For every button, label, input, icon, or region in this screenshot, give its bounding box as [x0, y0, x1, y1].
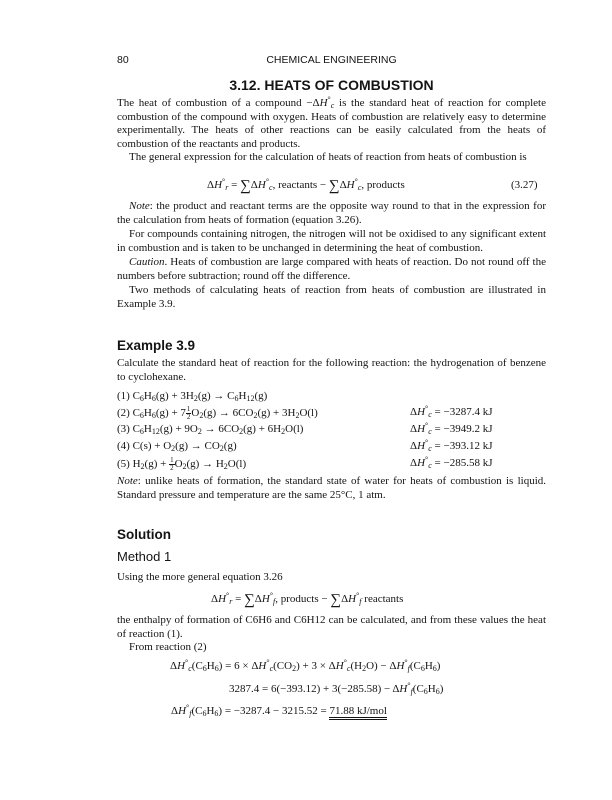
calc-line-2: $3287.4 = 6(-393.12) + 3(-285.58) - \Delta H^\circ_f(C_6H_6)$	[229, 681, 444, 696]
intro-paragraph-1: The heat of combustion of a compound $-\Delta H^\circ_c$ is the standard heat of reaction for complete combustion of the compound with oxygen. Heats of combustion are relatively easy to determine experimentally. The heats of other reactions can be easily calculated from the heats of combustion of the reactants and products.	[117, 95, 547, 150]
caution-paragraph: Caution. Heats of combustion are large compared with heats of reaction. Do not round off the numbers before subtraction; round off the difference.	[117, 256, 546, 282]
reaction-3-heat: $\Delta H^\circ_c = -3949.2$ kJ	[410, 421, 493, 436]
equation-number: (3.27)	[511, 179, 538, 191]
section-title: 3.12. HEATS OF COMBUSTION	[229, 77, 434, 93]
solution-line-2: the enthalpy of formation of C6H6 and C6H12 can be calculated, and from these values the heat of reaction (1).	[117, 614, 546, 640]
reaction-5: (5) $H_2(g)$ + $\frac{1}{2}$ $O_2(g) \to H_2O(l)$	[117, 456, 247, 472]
solution-line-3: From reaction (2)	[129, 641, 207, 653]
reaction-4: (4) $C(s) + O_2(g) \to CO_2(g)$	[117, 440, 237, 453]
example-note: Note: unlike heats of formation, the standard state of water for heats of combustion is liquid. Standard pressure and temperature are the same 25°C, 1 atm.	[117, 475, 546, 501]
example-title: Example 3.9	[117, 338, 196, 353]
calc-line-1: $\Delta H^\circ_c(C_6H_6) = 6 \times \Delta H^\circ_c(CO_2) + 3 \times \Delta H^\circ_c(H_2O) - \Delta H^\circ_f(C_6H_6)$	[170, 658, 441, 673]
nitrogen-paragraph: For compounds containing nitrogen, the nitrogen will not be oxidised to any significant extent in combustion and is taken to be unchanged in determining the heat of combustion.	[117, 228, 546, 254]
running-title: CHEMICAL ENGINEERING	[266, 54, 397, 66]
page-number: 80	[117, 54, 129, 66]
calc-line-3: $\Delta H^\circ_f(C_6H_6) = -3287.4 - 3215.52 = 71.88$ kJ/mol	[171, 703, 387, 718]
intro-paragraph-2: The general expression for the calculation of heats of reaction from heats of combustion is	[129, 151, 527, 163]
equation-3-27: $\Delta H^\circ_r = \sum\Delta H^\circ_c$, reactants − $\sum\Delta H^\circ_c$, products	[207, 177, 405, 194]
reaction-4-heat: $\Delta H^\circ_c = -393.12$ kJ	[410, 438, 493, 453]
equation-3-26: $\Delta H^\circ_r = \sum\Delta H^\circ_f$, products − $\sum\Delta H^\circ_f$ reactants	[211, 591, 404, 608]
reaction-5-heat: $\Delta H^\circ_c = -285.58$ kJ	[410, 455, 493, 470]
final-result: 71.88 kJ/mol	[329, 705, 386, 720]
solution-title: Solution	[117, 527, 171, 542]
note-paragraph: Note: the product and reactant terms are the opposite way round to that in the expression for the calculation from heats of formation (equation 3.26).	[117, 200, 546, 226]
reaction-3: (3) $C_6H_{12}(g) + 9O_2 \to 6CO_2(g) + 6H_2O(l)$	[117, 423, 304, 436]
reaction-2-heat: $\Delta H^\circ_c = -3287.4$ kJ	[410, 404, 493, 419]
reaction-2: (2) $C_6H_6(g) + 7$ $\frac{1}{2}$ $O_2(g) \to 6CO_2(g) + 3H_2O(l)$	[117, 405, 318, 421]
example-statement: Calculate the standard heat of reaction for the following reaction: the hydrogenation of benzene to cyclohexane.	[117, 357, 546, 383]
reaction-1: (1) $C_6H_6(g) + 3H_2(g) \to C_6H_{12}(g)$	[117, 390, 268, 403]
solution-line-1: Using the more general equation 3.26	[117, 571, 283, 583]
methods-paragraph: Two methods of calculating heats of reaction from heats of combustion are illustrated in Example 3.9.	[117, 284, 546, 310]
running-header	[117, 54, 546, 68]
method-title: Method 1	[117, 549, 172, 564]
